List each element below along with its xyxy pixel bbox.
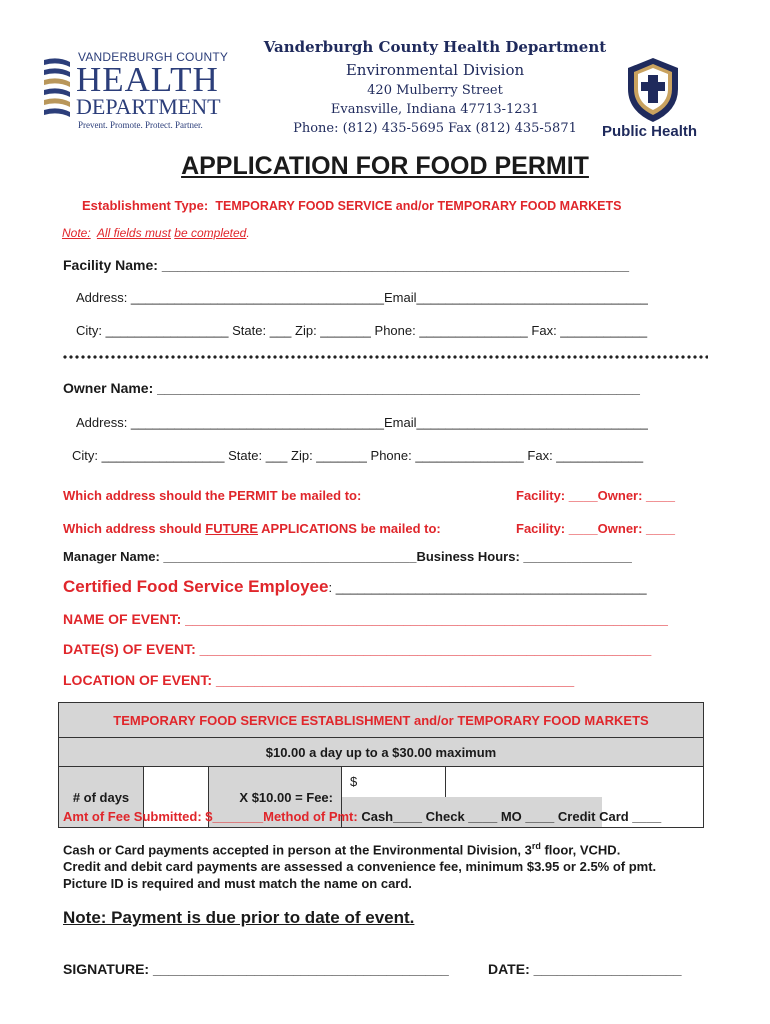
permit-mail-options[interactable]: Facility: ____Owner: ____ xyxy=(516,488,675,503)
logo-department-text: DEPARTMENT xyxy=(76,94,221,119)
days-label: # of days xyxy=(59,767,144,828)
fee-multiplier: X $10.00 = Fee: xyxy=(209,767,342,828)
future-mail-question: Which address should FUTURE APPLICATIONS be mailed to: xyxy=(63,521,441,536)
public-health-shield-icon xyxy=(598,55,708,125)
logo-health-text: HEALTH xyxy=(76,60,219,99)
payment-line[interactable]: Amt of Fee Submitted: $_______Method of Pmt: Cash____ Check ____ MO ____ Credit Card ____ xyxy=(63,809,662,824)
event-location-field[interactable]: LOCATION OF EVENT: ______________________________________________ xyxy=(63,672,575,688)
stripes-logo-icon xyxy=(40,54,74,126)
signature-field[interactable]: SIGNATURE: ______________________________________ xyxy=(63,961,449,977)
table-row xyxy=(59,738,704,767)
facility-address-field[interactable]: Address: ___________________________________Email________________________________ xyxy=(76,290,648,305)
facility-city-field[interactable]: City: _________________ State: ___ Zip: _______ Phone: _______________ Fax: ____________ xyxy=(76,323,648,338)
public-health-text: Public Health xyxy=(602,123,698,140)
permit-mail-question: Which address should the PERMIT be mailed to: xyxy=(63,488,362,503)
public-health-logo xyxy=(598,55,708,145)
manager-line[interactable]: Manager Name: ___________________________________Business Hours: _______________ xyxy=(63,549,632,564)
table-row xyxy=(59,703,704,738)
facility-name-field[interactable]: Facility Name: ____________________________________________________________ xyxy=(63,257,629,273)
phone-fax: Phone: (812) 435-5695 Fax (812) 435-5871 xyxy=(293,121,577,136)
logo-tagline: Prevent. Promote. Protect. Partner. xyxy=(78,120,203,130)
event-dates-field[interactable]: DATE(S) OF EVENT: __________________________________________________________ xyxy=(63,641,652,657)
certified-employee-field[interactable]: Certified Food Service Employee: ___________________________________________ xyxy=(63,577,647,596)
owner-address-field[interactable]: Address: ___________________________________Email________________________________ xyxy=(76,415,648,430)
page-title: APPLICATION FOR FOOD PERMIT xyxy=(181,152,589,180)
payment-note: Note: Payment is due prior to date of event. xyxy=(63,908,415,927)
info-line-2: Credit and debit card payments are assessed a convenience fee, minimum $3.95 or 2.5% of pmt. xyxy=(63,859,657,874)
info-line-1: Cash or Card payments accepted in person at the Environmental Division, 3rd floor, VCHD. xyxy=(63,841,621,858)
logo-county-text: VANDERBURGH COUNTY xyxy=(78,50,229,64)
note: Note: All fields must be completed. xyxy=(62,226,250,240)
fee-dollar: $ xyxy=(342,767,446,797)
info-line-3: Picture ID is required and must match the name on card. xyxy=(63,876,412,891)
date-field[interactable]: DATE: ___________________ xyxy=(488,961,682,977)
owner-name-field[interactable]: Owner Name: ______________________________________________________________ xyxy=(63,380,640,396)
establishment-type: Establishment Type: TEMPORARY FOOD SERVICE and/or TEMPORARY FOOD MARKETS xyxy=(82,198,622,213)
fee-table-header: TEMPORARY FOOD SERVICE ESTABLISHMENT and/or TEMPORARY FOOD MARKETS xyxy=(59,703,704,738)
org-name: Vanderburgh County Health Department xyxy=(263,38,607,56)
health-department-logo xyxy=(40,50,230,132)
fee-rate: $10.00 a day up to a $30.00 maximum xyxy=(59,738,704,767)
street-address: 420 Mulberry Street xyxy=(367,83,503,98)
divider xyxy=(62,354,708,360)
city-state: Evansville, Indiana 47713-1231 xyxy=(330,102,540,117)
owner-city-field[interactable]: City: _________________ State: ___ Zip: _______ Phone: _______________ Fax: ____________ xyxy=(72,448,644,463)
future-mail-options[interactable]: Facility: ____Owner: ____ xyxy=(516,521,675,536)
division-name: Environmental Division xyxy=(345,61,525,79)
event-name-field[interactable]: NAME OF EVENT: ______________________________________________________________ xyxy=(63,611,668,627)
